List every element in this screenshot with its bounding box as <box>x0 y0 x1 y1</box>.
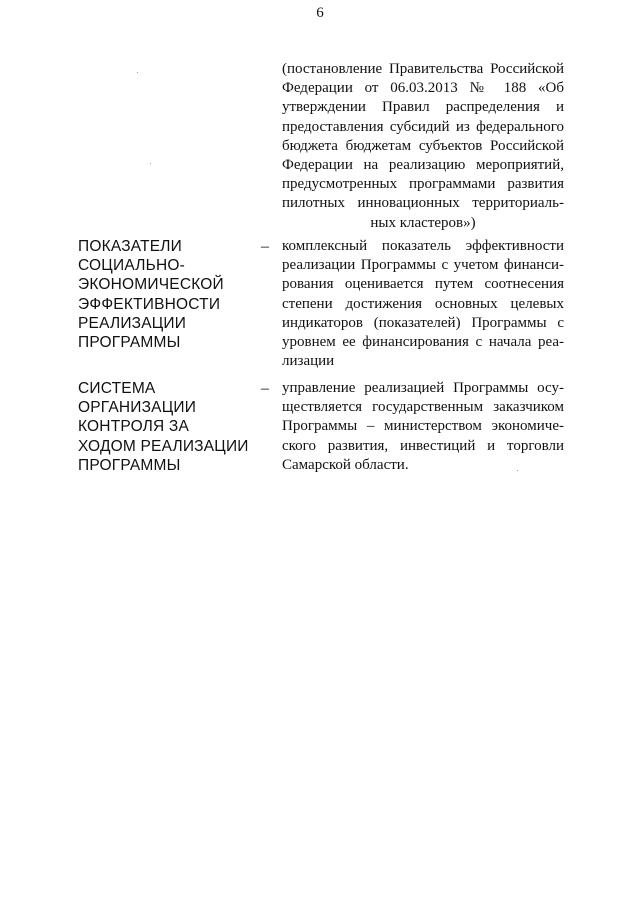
text-line: Программы – министерством экономиче- <box>282 418 564 435</box>
page-number: 6 <box>316 5 324 21</box>
text-line: индикаторов (показателей) Программы с <box>282 314 564 331</box>
text-line: ных кластеров») <box>370 214 476 231</box>
row-label <box>78 379 256 475</box>
label-line: ПРОГРАММЫ <box>78 334 181 352</box>
text-line: ществляется государственным заказчиком <box>282 399 564 416</box>
text-line: комплексный показатель эффективности <box>282 238 564 254</box>
continuation-text <box>282 60 564 233</box>
label-line: ЭФФЕКТИВНОСТИ <box>78 295 221 313</box>
label-line: ПОКАЗАТЕЛИ <box>78 238 182 255</box>
text-line: Федерации от 06.03.2013 № 188 «Об <box>282 80 564 97</box>
text-line: уровнем ее финансирования с начала реа- <box>282 333 564 350</box>
text-line: рования оценивается путем соотнесения <box>282 276 564 293</box>
row-dash: – <box>261 380 269 397</box>
row-text <box>282 237 564 371</box>
text-line: Федерации на реализацию мероприятий, <box>282 156 564 173</box>
text-line: лизации <box>282 353 335 370</box>
text-line: управление реализацией Программы осу- <box>282 380 564 396</box>
label-line: КОНТРОЛЯ ЗА <box>78 418 190 436</box>
label-line: ЭКОНОМИЧЕСКОЙ <box>78 276 224 294</box>
row-label <box>78 237 256 352</box>
text-line: предусмотренных программами развития <box>282 176 564 193</box>
text-line: степени достижения основных целевых <box>282 295 564 312</box>
label-line: СОЦИАЛЬНО- <box>78 257 185 275</box>
text-line: Самарской области. <box>282 456 409 473</box>
row-text <box>282 379 564 475</box>
text-line: (постановление Правительства Российской <box>282 61 564 77</box>
label-line: РЕАЛИЗАЦИИ <box>78 314 187 332</box>
text-line: ского развития, инвестиций и торговли <box>282 437 564 454</box>
text-line: пилотных инновационных территориаль- <box>282 195 564 212</box>
text-line: предоставления субсидий из федерального <box>282 118 564 135</box>
label-line: ОРГАНИЗАЦИИ <box>78 399 197 417</box>
label-line: СИСТЕМА <box>78 380 156 397</box>
text-line: бюджета бюджетам субъектов Российской <box>282 137 564 154</box>
label-line: ХОДОМ РЕАЛИЗАЦИИ <box>78 437 249 455</box>
label-line: ПРОГРАММЫ <box>78 456 181 474</box>
text-line: реализации Программы с учетом финанси- <box>282 257 564 274</box>
row-dash: – <box>261 238 269 255</box>
text-line: утверждении Правил распределения и <box>282 99 564 116</box>
